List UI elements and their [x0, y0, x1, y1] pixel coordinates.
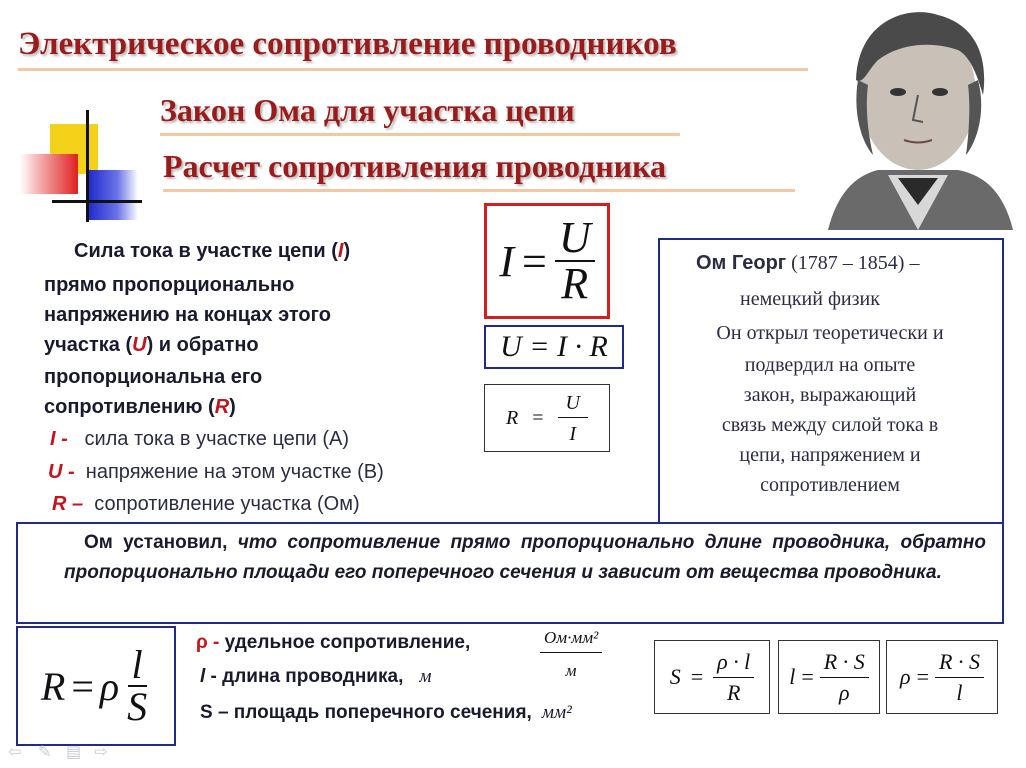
legend-text: сила тока в участке цепи (А)	[84, 428, 350, 450]
formula-lhs: ρ	[900, 664, 911, 689]
formula-den: R	[726, 679, 741, 705]
formula-den: I	[569, 422, 577, 445]
formula-eq: =	[522, 236, 547, 286]
formula-num: ρ · l	[713, 651, 754, 678]
law-line-6-text: сопротивлению (	[44, 396, 215, 418]
formula-num: R · S	[820, 651, 869, 678]
legend-item-i	[50, 428, 349, 451]
formula-lhs: R	[506, 406, 519, 429]
forward-arrow-icon[interactable]: ⇨	[94, 744, 108, 761]
formula-eq: =	[916, 664, 930, 689]
length-formula	[778, 640, 880, 714]
law-line-4	[44, 330, 259, 360]
bio-line-3: Он открыл теоретически и	[716, 322, 944, 344]
bio-years: (1787 – 1854) –	[786, 252, 920, 274]
formula-eq: =	[71, 663, 94, 709]
decor-horizontal-line	[52, 200, 142, 203]
unit-den: м	[565, 661, 577, 680]
def-unit: м	[419, 666, 432, 687]
law-line-5: пропорциональна его	[44, 366, 263, 388]
title-underline-2	[160, 133, 680, 136]
law-line-4-rest: ) и обратно	[146, 334, 259, 356]
back-arrow-icon[interactable]: ⇦	[8, 744, 22, 761]
law-symbol-i: I	[337, 240, 344, 262]
law-line-3: напряжению на концах этого	[44, 304, 331, 326]
legend-item-u	[48, 461, 384, 484]
formula-fraction	[123, 642, 151, 729]
formula-eq: =	[801, 664, 814, 689]
statement-rest: что сопротивление прямо пропорционально длине проводника, обратно пропорционально площади его поперечного сечения и зависит от вещества проводника.	[64, 532, 986, 583]
law-line-1-text: Сила тока в участке цепи (	[74, 240, 338, 262]
formula-den: S	[127, 684, 148, 729]
formula-fraction	[820, 648, 869, 705]
def-symbol: l	[200, 666, 206, 687]
bio-line-7: цепи, напряжением и	[739, 444, 921, 466]
resistance-rho-formula	[16, 626, 176, 746]
law-symbol-r: R	[214, 396, 230, 418]
statement-text	[64, 528, 986, 588]
formula-num: U	[558, 393, 588, 418]
bio-name-line	[696, 252, 919, 275]
law-line-6-close: )	[229, 396, 236, 418]
formula-num: l	[128, 645, 147, 687]
menu-icon[interactable]: ▤	[66, 744, 82, 761]
formula-lhs: R	[40, 663, 66, 709]
formula-lhs: S	[669, 664, 681, 689]
legend-text: напряжение на этом участке (В)	[85, 461, 384, 483]
def-l	[200, 666, 431, 688]
title-line-3: Расчет сопротивления проводника	[163, 148, 667, 184]
legend-symbol: U	[48, 461, 63, 483]
title-underline-1	[18, 68, 808, 71]
ohm-law-formula	[484, 203, 610, 319]
formula-num: R · S	[935, 651, 984, 678]
bio-line-6: связь между силой тока в	[721, 414, 939, 436]
legend-item-r	[52, 493, 360, 516]
formula-lhs: l	[789, 664, 796, 689]
portrait-image	[818, 0, 1018, 230]
voltage-formula: U = I · R	[484, 325, 624, 369]
formula-fraction	[935, 648, 984, 705]
bio-line-2: немецкий физик	[740, 288, 880, 310]
area-formula	[654, 640, 770, 714]
decor-red-gradient	[20, 154, 78, 194]
def-unit: мм²	[541, 702, 572, 723]
formula-fraction	[558, 393, 588, 444]
pen-icon[interactable]: ✎	[38, 744, 52, 761]
formula-fraction	[555, 213, 595, 308]
formula-den: ρ	[838, 679, 850, 705]
decor-blue-gradient	[86, 170, 138, 220]
unit-fraction	[540, 628, 602, 681]
formula-lhs: I	[499, 236, 515, 286]
bio-line-5: закон, выражающий	[743, 384, 917, 406]
formula-den: l	[956, 679, 963, 705]
title-line-1: Электрическое сопротивление проводников	[18, 26, 677, 62]
formula-fraction	[713, 648, 754, 705]
bio-name: Ом Георг	[696, 252, 787, 274]
legend-sep: -	[55, 428, 68, 450]
def-text: - длина проводника,	[205, 666, 404, 687]
title-line-2: Закон Ома для участка цепи	[160, 92, 575, 128]
def-symbol: S	[200, 702, 213, 723]
law-line-2: прямо пропорционально	[44, 274, 295, 296]
formula-eq: =	[690, 664, 704, 689]
statement-lead: Ом установил,	[84, 532, 228, 553]
legend-symbol: I	[50, 428, 56, 450]
formula-den: R	[561, 259, 589, 308]
decor-vertical-line	[86, 110, 89, 222]
bio-line-4: подвердил на опыте	[744, 354, 916, 376]
legend-sep: –	[66, 493, 84, 515]
resistance-formula	[484, 384, 610, 452]
legend-text: сопротивление участка (Ом)	[94, 493, 360, 515]
def-s	[200, 702, 572, 724]
law-symbol-u: U	[132, 334, 147, 356]
law-line-4-text: участка (	[44, 334, 133, 356]
resistivity-formula	[886, 640, 998, 714]
formula-eq: =	[532, 406, 544, 429]
bio-line-8: сопротивлением	[760, 474, 900, 496]
def-text: – площадь поперечного сечения,	[212, 702, 532, 723]
law-line-1-close: )	[343, 240, 351, 262]
title-underline-3	[163, 189, 795, 192]
legend-sep: -	[62, 461, 75, 483]
formula-num: U	[555, 216, 595, 262]
def-rho	[196, 632, 470, 654]
unit-num: Ом·мм²	[540, 628, 602, 653]
def-text: удельное сопротивление,	[219, 632, 471, 653]
legend-symbol: R	[52, 493, 67, 515]
law-line-1	[74, 236, 350, 266]
law-line-6	[44, 392, 236, 422]
formula-rho: ρ	[99, 663, 120, 709]
def-symbol: ρ -	[196, 632, 220, 653]
